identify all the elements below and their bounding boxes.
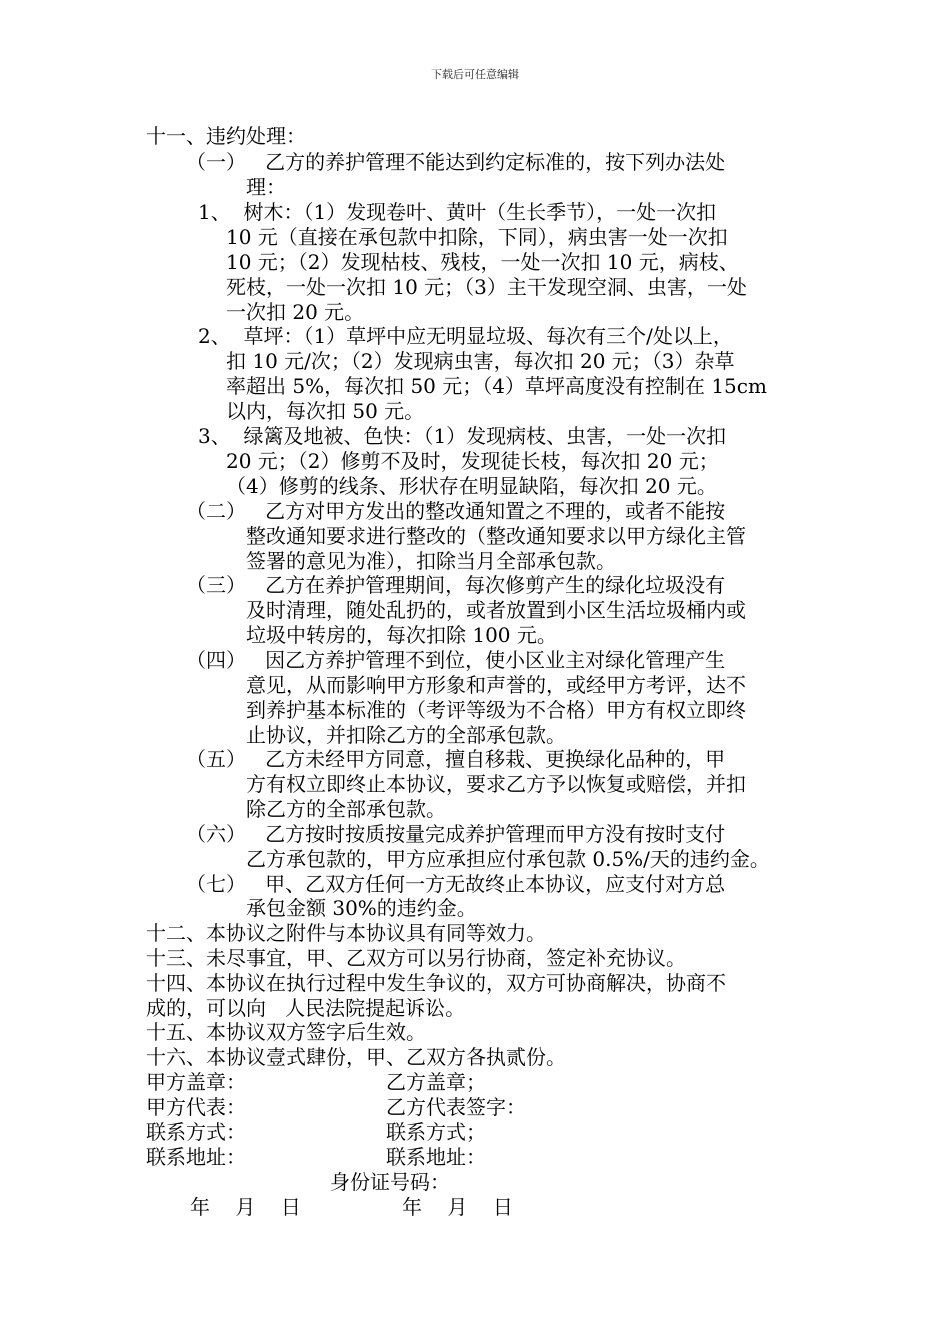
clause-2-cont-2: 签署的意见为准），扣除当月全部承包款。 (246, 549, 616, 573)
clause-1-intro: （一） 乙方的养护管理不能达到约定标准的，按下列办法处 (186, 150, 726, 174)
section-12: 十二、本协议之附件与本协议具有同等效力。 (146, 921, 546, 945)
party-b-rep-label: 乙方代表签字： (386, 1095, 526, 1119)
clause-5-cont-1: 方有权立即终止本协议，要求乙方予以恢复或赔偿，并扣 (246, 772, 746, 796)
clause-4-cont-2: 到养护基本标准的（考评等级为不合格）甲方有权立即终 (246, 698, 746, 722)
page-header-note: 下载后可任意编辑 (431, 68, 519, 81)
clause-6-cont-1: 乙方承包款的，甲方应承担应付承包款 0.5%/天的违约金。 (246, 847, 770, 871)
party-a-contact-label: 联系方式： (146, 1120, 246, 1144)
item-hedge: 3、 绿篱及地被、色快：（1）发现病枝、虫害，一处一次扣 (198, 424, 727, 448)
clause-4-cont-1: 意见，从而影响甲方形象和声誉的，或经甲方考评，达不 (246, 673, 746, 697)
item-trees-cont-2: 10 元；（2）发现枯枝、残枝，一处一次扣 10 元，病枝、 (226, 250, 739, 274)
item-trees-cont-4: 一次扣 20 元。 (226, 300, 365, 324)
party-a-address-label: 联系地址： (146, 1145, 246, 1169)
clause-2-cont-1: 整改通知要求进行整改的（整改通知要求以甲方绿化主管 (246, 524, 746, 548)
date-party-a: 年 月 日 (190, 1195, 301, 1219)
id-number-label: 身份证号码： (330, 1170, 450, 1194)
party-b-address-label: 联系地址： (386, 1145, 486, 1169)
item-trees: 1、 树木：（1）发现卷叶、黄叶（生长季节），一处一次扣 (198, 200, 717, 224)
party-a-seal-label: 甲方盖章： (146, 1070, 246, 1094)
clause-6: （六） 乙方按时按质按量完成养护管理而甲方没有按时支付 (186, 822, 726, 846)
item-lawn: 2、 草坪：（1）草坪中应无明显垃圾、每次有三个/处以上， (198, 324, 733, 348)
clause-1-intro-cont: 理： (246, 175, 286, 199)
party-b-contact-label: 联系方式； (386, 1120, 486, 1144)
clause-3: （三） 乙方在养护管理期间，每次修剪产生的绿化垃圾没有 (186, 573, 726, 597)
party-b-seal-label: 乙方盖章； (386, 1070, 486, 1094)
clause-2: （二） 乙方对甲方发出的整改通知置之不理的，或者不能按 (186, 499, 726, 523)
clause-3-cont-2: 垃圾中转房的，每次扣除 100 元。 (246, 623, 557, 647)
item-lawn-cont-2: 率超出 5%，每次扣 50 元；（4）草坪高度没有控制在 15cm (226, 374, 767, 398)
clause-4-cont-3: 止协议，并扣除乙方的全部承包款。 (246, 723, 566, 747)
section-14: 十四、本协议在执行过程中发生争议的，双方可协商解决，协商不 (146, 971, 726, 995)
section-13: 十三、未尽事宜，甲、乙双方可以另行协商，签定补充协议。 (146, 946, 686, 970)
clause-5: （五） 乙方未经甲方同意，擅自移栽、更换绿化品种的，甲 (186, 747, 726, 771)
section-15: 十五、本协议双方签字后生效。 (146, 1020, 426, 1044)
clause-4: （四） 因乙方养护管理不到位，使小区业主对绿化管理产生 (186, 648, 726, 672)
date-party-b: 年 月 日 (402, 1195, 513, 1219)
clause-3-cont-1: 及时清理，随处乱扔的，或者放置到小区生活垃圾桶内或 (246, 598, 746, 622)
item-trees-cont-3: 死枝，一处一次扣 10 元；（3）主干发现空洞、虫害，一处 (226, 275, 747, 299)
clause-7: （七） 甲、乙双方任何一方无故终止本协议，应支付对方总 (186, 872, 726, 896)
clause-5-cont-2: 除乙方的全部承包款。 (246, 797, 446, 821)
item-trees-cont-1: 10 元（直接在承包款中扣除，下同），病虫害一处一次扣 (226, 225, 728, 249)
item-lawn-cont-3: 以内，每次扣 50 元。 (226, 399, 425, 423)
section-14-cont: 成的，可以向 人民法院提起诉讼。 (146, 996, 466, 1020)
item-hedge-cont-2: （4）修剪的线条、形状存在明显缺陷，每次扣 20 元。 (226, 474, 717, 498)
section-11-heading: 十一、违约处理： (146, 124, 306, 148)
party-a-rep-label: 甲方代表： (146, 1095, 246, 1119)
section-16: 十六、本协议壹式肆份，甲、乙双方各执贰份。 (146, 1045, 566, 1069)
item-hedge-cont-1: 20 元；（2）修剪不及时，发现徒长枝，每次扣 20 元； (226, 449, 719, 473)
clause-7-cont-1: 承包金额 30%的违约金。 (246, 896, 477, 920)
item-lawn-cont-1: 扣 10 元/次；（2）发现病虫害，每次扣 20 元；（3）杂草 (226, 349, 735, 373)
